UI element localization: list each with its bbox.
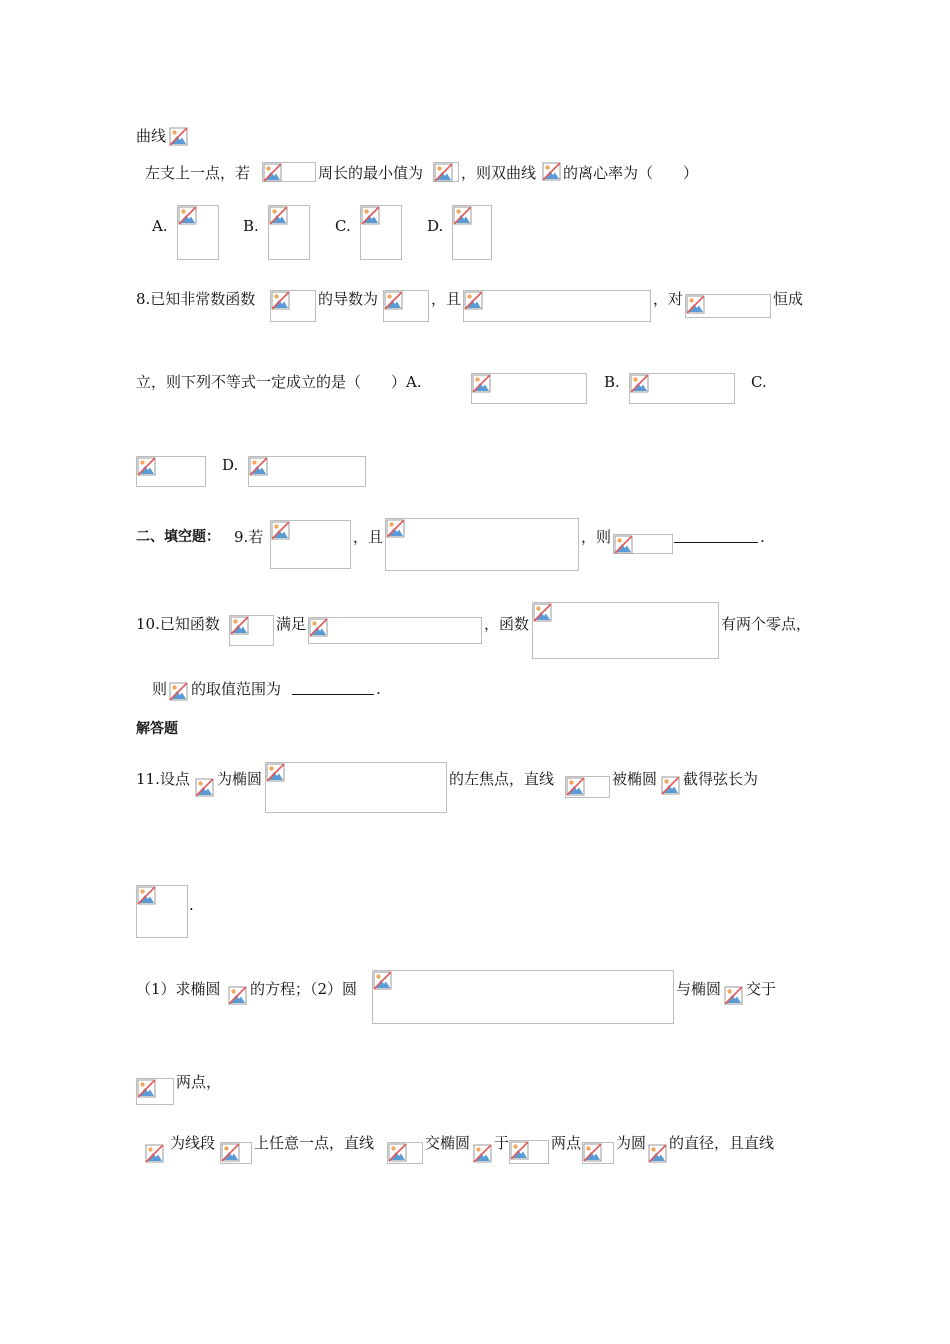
formula-image [463, 290, 651, 322]
q11-text: 为线段 [170, 1134, 216, 1152]
q10-text: . [376, 680, 381, 698]
q7-option-d: D. [427, 217, 444, 235]
formula-image [136, 456, 206, 487]
formula-image [360, 205, 402, 260]
q7-option-a: A. [152, 217, 168, 235]
formula-image [648, 1144, 668, 1164]
q8-option-d: D. [222, 456, 239, 474]
formula-image [169, 682, 189, 702]
broken-image-icon [249, 457, 268, 476]
q8-text: ，对 [653, 290, 684, 308]
q11-text: 11.设点 [136, 770, 190, 788]
q10-text: ，函数 [484, 615, 530, 633]
formula-image [262, 162, 316, 182]
broken-image-icon [271, 291, 290, 310]
broken-image-icon [630, 374, 649, 393]
broken-image-icon [386, 519, 405, 538]
broken-image-icon [263, 163, 282, 182]
formula-image [228, 986, 248, 1006]
formula-image [248, 456, 366, 487]
formula-image [169, 127, 189, 147]
broken-image-icon [533, 603, 552, 622]
formula-image [452, 205, 492, 260]
broken-image-icon [137, 1079, 156, 1098]
formula-image [383, 290, 429, 322]
broken-image-icon [453, 206, 472, 225]
q7-text: 的离心率为（ ） [563, 164, 699, 182]
q11-text: 与椭圆 [676, 980, 722, 998]
broken-image-icon [169, 127, 188, 146]
q7-option-c: C. [335, 217, 351, 235]
q11-text: 被椭圆 [612, 770, 658, 788]
q8-text: ，且 [431, 290, 462, 308]
formula-image [220, 1142, 252, 1164]
answer-blank [674, 542, 758, 543]
formula-image [308, 617, 482, 644]
broken-image-icon [373, 971, 392, 990]
q10-text: 有两个零点， [721, 615, 812, 633]
formula-image [385, 518, 579, 571]
q8-option-c: C. [751, 373, 767, 391]
formula-image [270, 290, 316, 322]
broken-image-icon [221, 1143, 240, 1162]
broken-image-icon [137, 457, 156, 476]
q11-text: 两点 [551, 1134, 582, 1152]
broken-image-icon [473, 1144, 492, 1163]
broken-image-icon [510, 1141, 529, 1160]
broken-image-icon [195, 778, 214, 797]
q11-text: 为椭圆 [217, 770, 263, 788]
q10-text: 满足 [276, 615, 307, 633]
broken-image-icon [266, 763, 285, 782]
broken-image-icon [464, 291, 483, 310]
section-heading: 二、填空题： [136, 529, 220, 545]
broken-image-icon [228, 986, 247, 1005]
q10-text: 10.已知函数 [136, 615, 220, 633]
q8-option-b: B. [604, 373, 620, 391]
formula-image [565, 776, 610, 798]
formula-image [471, 373, 587, 404]
q8-text: 恒成 [773, 290, 804, 308]
broken-image-icon [648, 1144, 667, 1163]
q7-text: ，则双曲线 [461, 164, 537, 182]
formula-image [229, 615, 274, 646]
formula-image [509, 1140, 549, 1164]
formula-image [372, 970, 674, 1024]
broken-image-icon [614, 535, 633, 554]
formula-image [532, 602, 719, 659]
formula-image [724, 986, 744, 1006]
q10-text: 的取值范围为 [191, 680, 282, 698]
section-heading: 解答题 [136, 721, 178, 737]
broken-image-icon [178, 206, 197, 225]
formula-image [542, 162, 562, 182]
q11-text: 的直径，且直线 [669, 1134, 775, 1152]
q9-text: . [760, 528, 765, 546]
formula-image [195, 778, 215, 798]
formula-image [613, 534, 673, 554]
q11-text: 交于 [746, 980, 777, 998]
broken-image-icon [269, 206, 288, 225]
broken-image-icon [309, 618, 328, 637]
answer-blank [292, 694, 374, 695]
formula-image [145, 1144, 165, 1164]
formula-image [136, 885, 188, 938]
q10-text: 则 [152, 680, 168, 698]
q11-text: 交椭圆 [425, 1134, 471, 1152]
q7-option-b: B. [243, 217, 259, 235]
broken-image-icon [686, 295, 705, 314]
q8-text: 立，则下列不等式一定成立的是（ ）A. [136, 373, 422, 391]
broken-image-icon [137, 886, 156, 905]
q7-text: 周长的最小值为 [318, 164, 424, 182]
broken-image-icon [583, 1143, 602, 1162]
q11-text: 的左焦点，直线 [449, 770, 555, 788]
broken-image-icon [169, 682, 188, 701]
formula-image [685, 294, 771, 318]
formula-image [582, 1142, 614, 1164]
formula-image [473, 1144, 493, 1164]
q11-text: 于 [494, 1134, 510, 1152]
formula-image [387, 1142, 423, 1164]
broken-image-icon [542, 162, 561, 181]
formula-image [433, 162, 459, 182]
q7-line1: 曲线 [136, 127, 167, 145]
q9-text: 9.若 [234, 528, 264, 546]
broken-image-icon [388, 1143, 407, 1162]
q9-text: ，则 [581, 528, 612, 546]
broken-image-icon [472, 374, 491, 393]
q11-text: 上任意一点，直线 [254, 1134, 375, 1152]
broken-image-icon [271, 521, 290, 540]
formula-image [136, 1078, 174, 1105]
q11-text: 截得弦长为 [683, 770, 759, 788]
broken-image-icon [724, 986, 743, 1005]
formula-image [177, 205, 219, 260]
q11-text: 两点， [176, 1073, 222, 1091]
broken-image-icon [434, 163, 453, 182]
broken-image-icon [145, 1144, 164, 1163]
q11-text: 的方程；（2）圆 [250, 980, 358, 998]
q8-text: 的导数为 [318, 290, 379, 308]
formula-image [265, 762, 447, 813]
broken-image-icon [361, 206, 380, 225]
formula-image [661, 776, 681, 796]
formula-image [268, 205, 310, 260]
q11-text: 为圆 [616, 1134, 647, 1152]
broken-image-icon [384, 291, 403, 310]
q11-text: （1）求椭圆 [136, 980, 221, 998]
q11-text: . [189, 896, 194, 914]
q7-text: 左支上一点，若 [145, 164, 251, 182]
broken-image-icon [230, 616, 249, 635]
broken-image-icon [661, 776, 680, 795]
formula-image [270, 520, 351, 569]
q9-text: ，且 [353, 528, 384, 546]
broken-image-icon [566, 777, 585, 796]
formula-image [629, 373, 735, 404]
q8-text: 8.已知非常数函数 [136, 290, 256, 308]
